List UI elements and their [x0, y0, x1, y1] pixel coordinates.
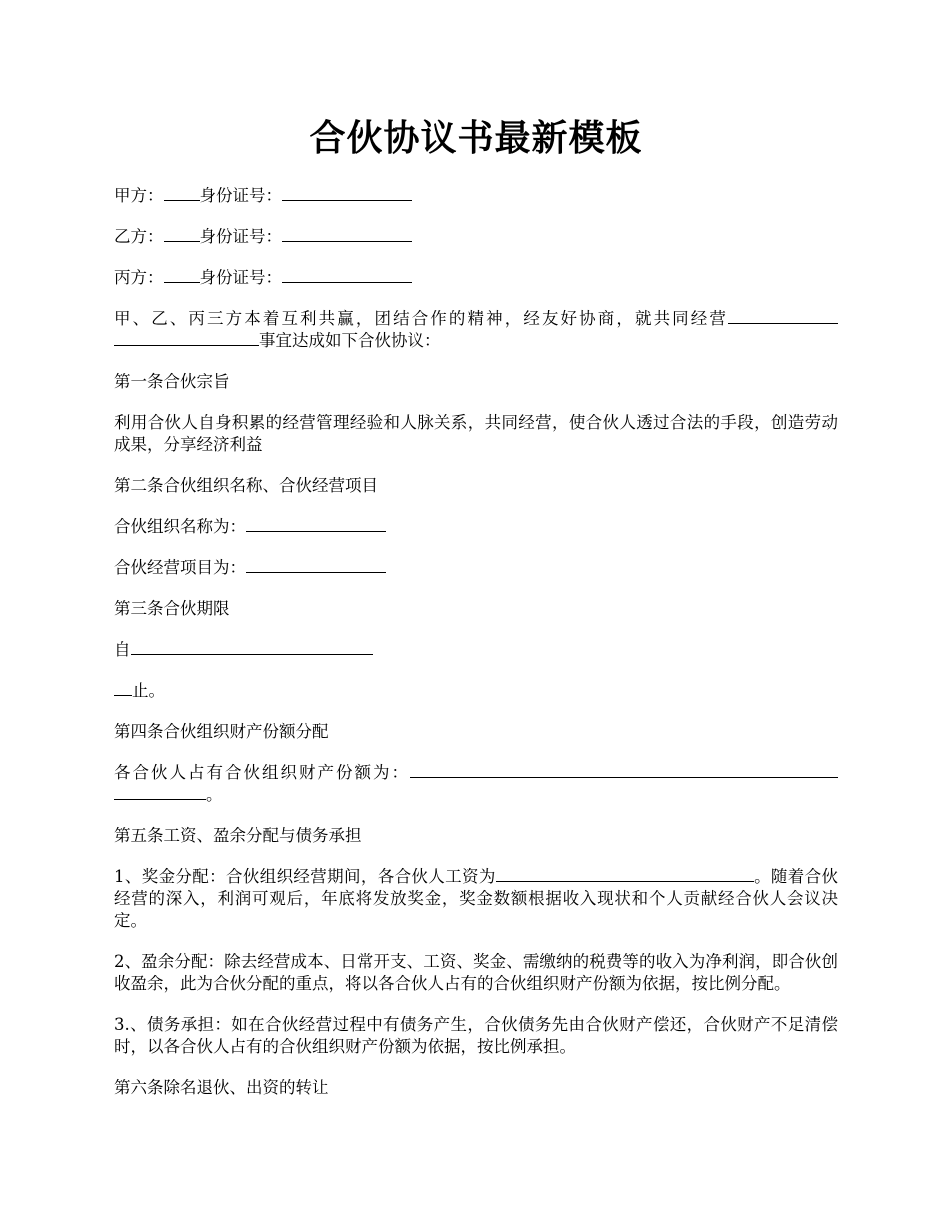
org-name-line [114, 516, 838, 538]
party-a-name-blank [164, 185, 200, 201]
party-a-id-blank [282, 185, 412, 201]
party-b-line [114, 226, 838, 248]
party-b-id-blank [282, 226, 412, 242]
article-4-heading: 第四条合伙组织财产份额分配 [114, 722, 329, 741]
term-from-blank [131, 639, 373, 655]
article-5-item-3: 3.、债务承担：如在合伙经营过程中有债务产生，合伙债务先由合伙财产偿还，合伙财产不足清偿时，以各合伙人占有的合伙组织财产份额为依据，按比例承担。 [114, 1015, 838, 1056]
party-c-line [114, 267, 838, 289]
article-6-heading: 第六条除名退伙、出资的转让 [114, 1078, 329, 1097]
bonus-text-1: 1、奖金分配：合伙组织经营期间，各合伙人工资为 [114, 867, 496, 886]
org-name-blank [246, 516, 386, 532]
document-title: 合伙协议书最新模板 [309, 117, 643, 159]
org-name-label: 合伙组织名称为： [114, 517, 246, 536]
article-1-heading: 第一条合伙宗旨 [114, 372, 230, 391]
intro-blank-2 [114, 330, 259, 346]
share-end: 。 [206, 785, 223, 804]
bonus-text-2: 。随着合伙经营的深入，利润可观后，年底将发放奖金，奖金数额根据收入现状和个人贡献经合伙人会议决定。 [114, 867, 839, 930]
party-c-label: 丙方： [114, 268, 164, 287]
intro-blank-1 [728, 308, 838, 324]
share-blank-1 [410, 762, 838, 778]
article-1-body: 利用合伙人自身积累的经营管理经验和人脉关系，共同经营，使合伙人透过合法的手段，创造劳动成果，分享经济利益 [114, 413, 838, 454]
term-until-label: 止。 [132, 681, 165, 700]
salary-blank [496, 866, 754, 882]
org-project-line [114, 557, 838, 579]
article-3-heading: 第三条合伙期限 [114, 599, 230, 618]
share-blank-2 [114, 784, 206, 800]
org-project-label: 合伙经营项目为： [114, 558, 246, 577]
intro-text-1: 甲、乙、丙三方本着互利共赢，团结合作的精神，经友好协商，就共同经营 [114, 309, 728, 328]
term-until-line [114, 680, 838, 702]
org-project-blank [246, 557, 386, 573]
term-from-label: 自 [114, 640, 131, 659]
party-a-label: 甲方： [114, 186, 164, 205]
term-until-blank [114, 680, 132, 696]
party-b-name-blank [164, 226, 200, 242]
share-label: 各合伙人占有合伙组织财产份额为： [114, 763, 410, 782]
article-5-item-2: 2、盈余分配：除去经营成本、日常开支、工资、奖金、需缴纳的税费等的收入为净利润，即合伙创收盈余，此为合伙分配的重点，将以各合伙人占有的合伙组织财产份额为依据，按比例分配。 [114, 952, 838, 993]
term-from-line [114, 639, 838, 661]
party-c-id-label: 身份证号： [199, 268, 282, 287]
intro-text-2: 事宜达成如下合伙协议： [259, 331, 441, 350]
intro-paragraph [114, 308, 838, 352]
party-c-name-blank [164, 267, 200, 283]
article-5-heading: 第五条工资、盈余分配与债务承担 [114, 826, 362, 845]
party-a-line [114, 185, 838, 207]
article-5-item-1 [114, 866, 838, 932]
party-b-label: 乙方： [114, 227, 164, 246]
party-b-id-label: 身份证号： [199, 227, 282, 246]
party-a-id-label: 身份证号： [199, 186, 282, 205]
party-c-id-blank [282, 267, 412, 283]
article-2-heading: 第二条合伙组织名称、合伙经营项目 [114, 476, 378, 495]
article-4-body [114, 762, 838, 806]
